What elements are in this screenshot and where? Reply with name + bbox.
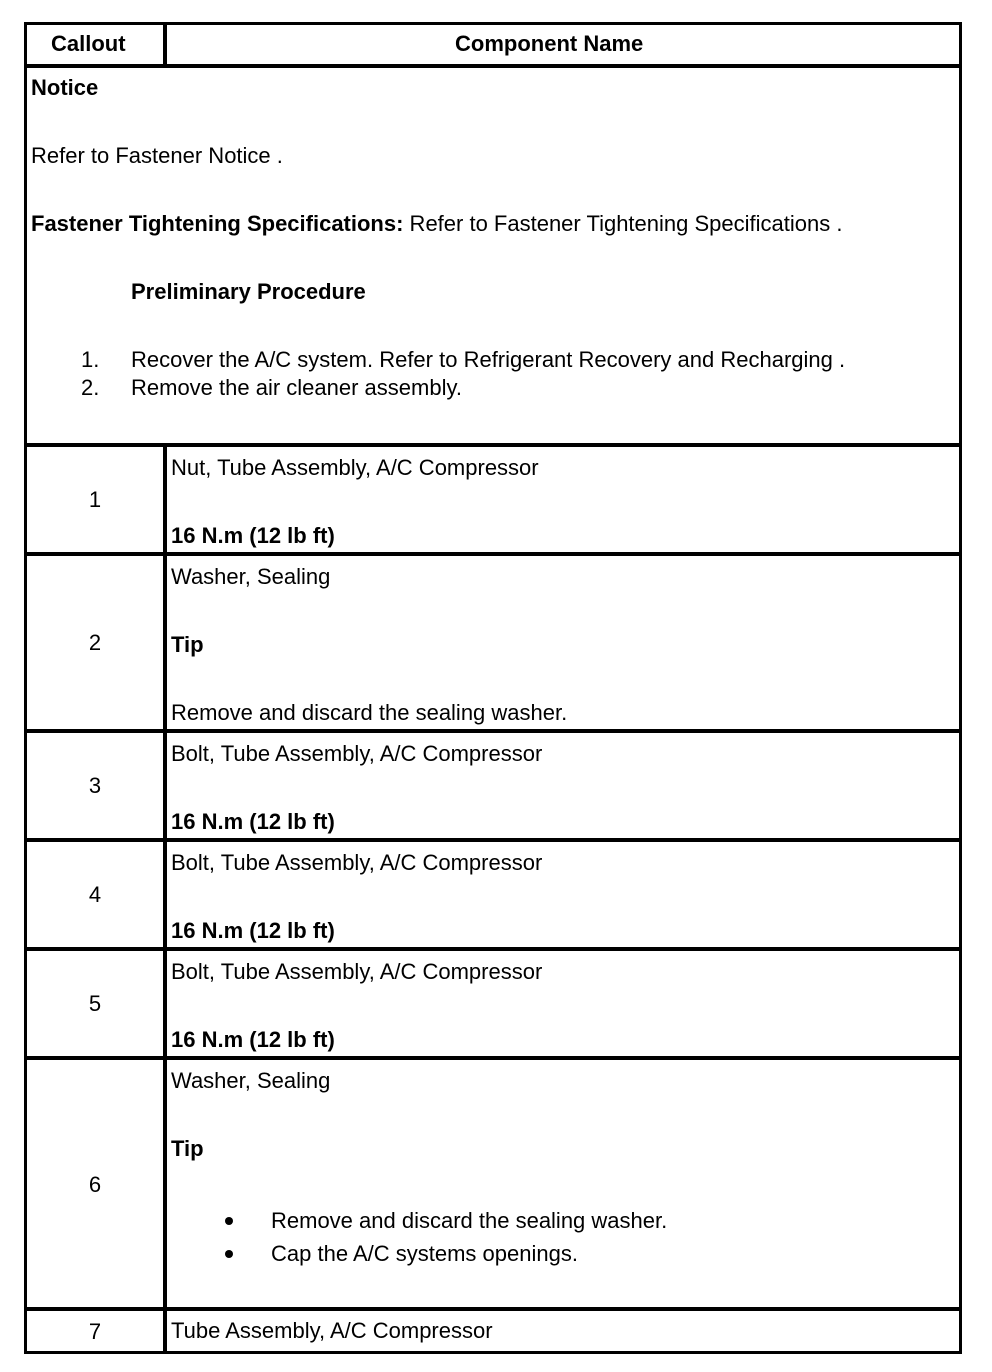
component-name: Bolt, Tube Assembly, A/C Compressor xyxy=(171,741,543,766)
fastener-spec-label: Fastener Tightening Specifications: xyxy=(31,211,404,236)
component-name: Bolt, Tube Assembly, A/C Compressor xyxy=(171,850,543,875)
callout-header: Callout xyxy=(51,31,126,56)
torque-spec: 16 N.m (12 lb ft) xyxy=(171,1027,335,1052)
callout-number: 7 xyxy=(88,1319,102,1344)
tip-bullet-text: Remove and discard the sealing washer. xyxy=(271,1208,668,1233)
tip-bullet-text: Cap the A/C systems openings. xyxy=(271,1241,578,1266)
step-text: Recover the A/C system. Refer to Refrigerant Recovery and Recharging . xyxy=(131,347,846,372)
component-name: Nut, Tube Assembly, A/C Compressor xyxy=(171,455,539,480)
torque-spec: 16 N.m (12 lb ft) xyxy=(171,918,335,943)
step-number: 2. xyxy=(81,375,100,400)
component-name: Washer, Sealing xyxy=(171,564,331,589)
fastener-spec-text: Refer to Fastener Tightening Specifications . xyxy=(403,211,843,236)
step-number: 1. xyxy=(81,347,100,372)
fastener-spec-line xyxy=(31,211,842,237)
component-name: Tube Assembly, A/C Compressor xyxy=(171,1318,493,1343)
callout-number: 1 xyxy=(88,487,102,512)
torque-spec: 16 N.m (12 lb ft) xyxy=(171,523,335,548)
component-table xyxy=(24,22,962,1354)
bullet-icon xyxy=(225,1217,233,1225)
tip-text: Remove and discard the sealing washer. xyxy=(171,700,568,725)
torque-spec: 16 N.m (12 lb ft) xyxy=(171,809,335,834)
tip-label: Tip xyxy=(171,632,204,657)
component-name: Washer, Sealing xyxy=(171,1068,331,1093)
component-name: Bolt, Tube Assembly, A/C Compressor xyxy=(171,959,543,984)
callout-number: 3 xyxy=(88,773,102,798)
step-text: Remove the air cleaner assembly. xyxy=(131,375,462,400)
callout-number: 5 xyxy=(88,991,102,1016)
notice-title: Notice xyxy=(31,75,99,100)
bullet-icon xyxy=(225,1250,233,1258)
tip-label: Tip xyxy=(171,1136,204,1161)
preliminary-procedure-title: Preliminary Procedure xyxy=(131,279,366,304)
header-divider xyxy=(163,25,167,65)
callout-number: 6 xyxy=(88,1172,102,1197)
callout-number: 4 xyxy=(88,882,102,907)
component-name-header: Component Name xyxy=(455,31,644,56)
notice-refer-text: Refer to Fastener Notice . xyxy=(31,143,283,168)
header-rule xyxy=(27,64,959,68)
callout-number: 2 xyxy=(88,630,102,655)
column-divider xyxy=(163,447,167,1351)
